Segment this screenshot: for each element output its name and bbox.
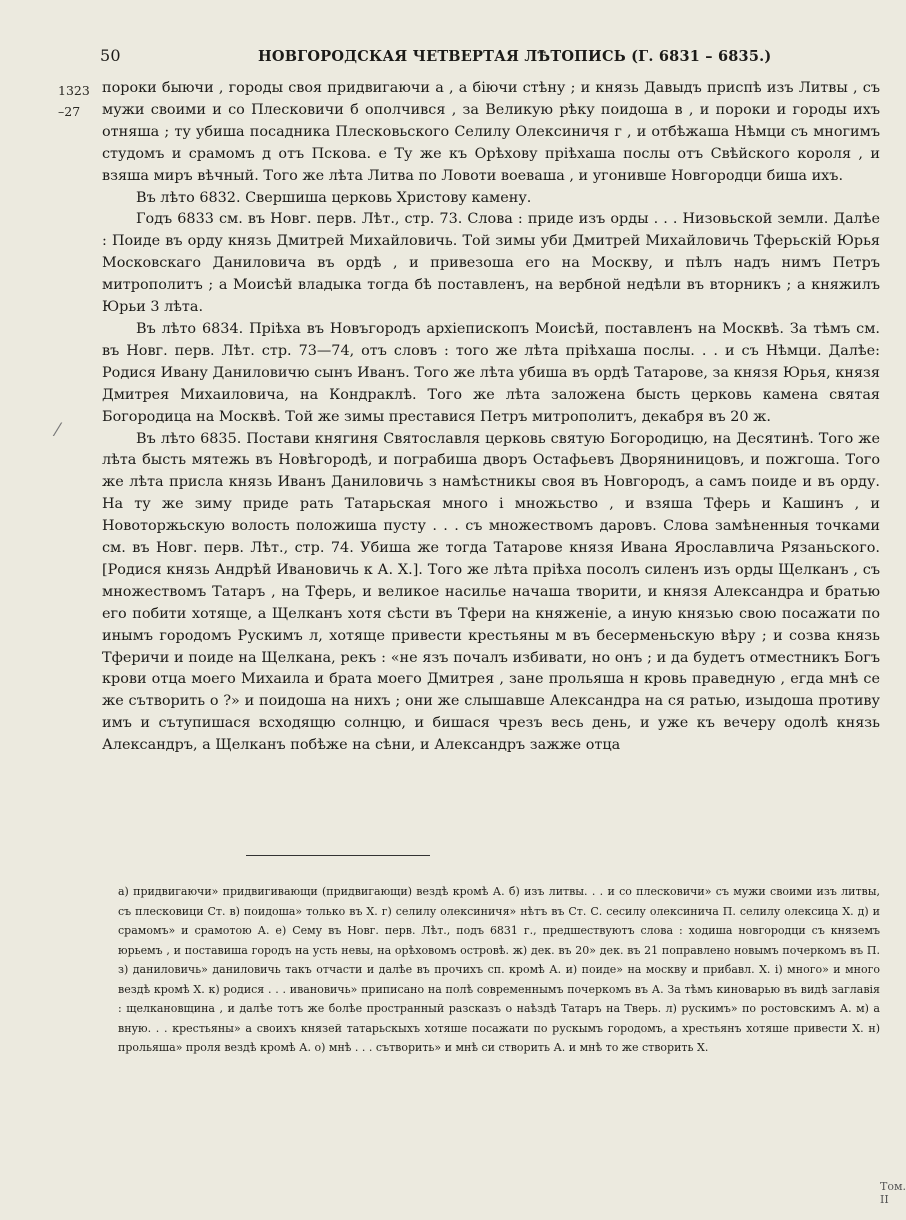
running-title: НОВГОРОДСКАЯ ЧЕТВЕРТАЯ ЛѢТОПИСЬ (Г. 6831 – 6835.) xyxy=(258,48,772,65)
footnotes xyxy=(118,882,880,1058)
paragraph: Годъ 6833 см. въ Новг. перв. Лѣт., стр. 73. Слова : приде изъ орды . . . Низовьской земли. Далѣе : Поиде въ орду князь Дмитрей Михайловичь. Той зимы уби Дмитрей Михайловичь Тферьскій Юрья Московскаго Даниловича въ ордѣ , и привезоша его на Москву, и пѣлъ надъ нимъ Петръ митрополитъ ; а Моисѣй владыка тогда бѣ поставленъ, на вербной недѣли въ вторникъ ; а княжилъ Юрьи 3 лѣта. xyxy=(102,211,880,316)
margin-pencil-mark: ⁄ xyxy=(56,420,60,441)
margin-year-top: 1323 xyxy=(58,83,90,98)
footnote-block: а) придвигаючи» придвигивающи (придвигающи) вездѣ кромѣ А. б) изъ литвы. . . и со плесковичи» съ мужи своими изъ литвы, съ плесковици Ст. в) поидоша» только въ Х. г) селилу олексиничя» нѣтъ въ Ст. С. сесилу олексинича П. селилу олексица Х. д) и срамомъ» и срамотою А. е) Сему въ Новг. перв. Лѣт., подъ 6831 г., предшествуютъ слова : ходиша новгородци съ княземъ юрьемъ , и поставиша городъ на усть невы, на орѣховомъ островѣ. ж) дек. въ 20» дек. въ 21 поправлено новымъ почеркомъ въ П. з) даниловичь» даниловичь такъ отчасти и далѣе въ прочихъ сп. кромѣ А. и) поиде» на москву и прибавл. Х. і) много» и много вездѣ кромѣ Х. к) родися . . . ивановичь» приписано на полѣ современнымъ почеркомъ въ А. За тѣмъ киноварью въ видѣ заглавія : щелкановщина , и далѣе тотъ же болѣе пространный разсказъ о наѣздѣ Татаръ на Тверь. л) рускимъ» по ростовскимъ А. м) а вную. . . крестьяны» а своихъ князей татарьскыхъ хотяше посажати по рускымъ городомъ, а хрестьянъ хотяше привести Х. н) прольяша» проля вездѣ кромѣ А. о) мнѣ . . . сътворить» и мнѣ си створить А. и мнѣ то же створить Х. xyxy=(118,885,880,1054)
paragraph: пороки быючи , городы своя придвигаючи а , а біючи стѣну ; и князь Давыдъ приспѣ изъ Литвы , съ мужи своими и со Плесковичи б ополчився , за Великую рѣку поидоша в , и пороки и городы ихъ отняша ; ту убиша посадника Плесковьского Селилу Олексиничя г , и отбѣжаша Нѣмци съ многимъ студомъ и срамомъ д отъ Пскова. е Ту же къ Орѣхову пріѣхаша послы отъ Свѣйского короля , и взяша миръ вѣчный. Того же лѣта Литва по Ловоти воеваша , и угонивше Новгородци биша ихъ. xyxy=(102,80,880,184)
page-header xyxy=(100,46,880,72)
paragraph: Въ лѣто 6835. Постави княгиня Святославля церковь святую Богородицю, на Десятинѣ. Того же лѣта бысть мятежь въ Новѣгородѣ, и пограбиша дворъ Остафьевъ Дворяниницовъ, и пожгоша. Того же лѣта присла князь Иванъ Даниловичь з намѣстникы своя въ Новгородъ, а самъ поиде и въ орду. На ту же зиму приде рать Татарьская много і множьство , и взяша Тферь и Кашинъ , и Новоторжьскую волость положиша пусту . . . съ множествомъ даровъ. Слова замѣненныя точками см. въ Новг. перв. Лѣт., стр. 74. Убиша же тогда Татарове князя Ивана Ярославлича Рязаньского. [Родися князь Андрѣй Ивановичь к А. Х.]. Того же лѣта пріѣха посолъ силенъ изъ орды Щелканъ , съ множествомъ Татаръ , на Тферь, и великое насилье начаша творити, и князя Александра и братью его побити хотяще, а Щелканъ хотя сѣсти въ Тфери на княженіе, а иную князью свою посажати по инымъ городомъ Рускимъ л, хотяще привести крестьяны м въ бесерменьскую вѣру ; и созва князь Тферичи и поиде на Щелкана, рекъ : «не язъ почалъ избивати, но онъ ; и да будетъ отместникъ Богъ крови отца моего Михаила и брата моего Дмитрея , зане прольяша н кровь праведную , егда мнѣ се же сътворить о ?» и поидоша на нихъ ; они же слышавше Александра на ся ратью, изыдоша противу имъ и сътупишася всходящю солнцю, и бишася чрезъ весь день, и уже къ вечеру одолѣ князь Александръ, а Щелканъ побѣже на сѣни, и Александръ зажже отца xyxy=(102,430,880,754)
side-mark: Том. II xyxy=(880,1180,906,1206)
paragraph: Въ лѣто 6834. Пріѣха въ Новъгородъ архіепископъ Моисѣй, поставленъ на Москвѣ. За тѣмъ см. въ Новг. перв. Лѣт. стр. 73—74, отъ словъ : того же лѣта пріѣхаша послы. . . и съ Нѣмци. Далѣе: Родися Ивану Даниловичю сынъ Иванъ. Того же лѣта убиша въ ордѣ Татарове, за князя Юрья, князя Дмитрея Михаиловича, на Кондраклѣ. Того же лѣта заложена бысть церковь камена святая Богородица на Москвѣ. Той же зимы преставися Петръ митрополитъ, декабря въ 20 ж. xyxy=(102,320,880,425)
chronicle-text xyxy=(102,78,880,757)
margin-year-bottom: –27 xyxy=(58,104,81,119)
page-number: 50 xyxy=(100,46,121,65)
paragraph: Въ лѣто 6832. Свершиша церковь Христову камену. xyxy=(136,189,532,206)
footnote-divider xyxy=(246,855,430,856)
margin-year-note xyxy=(58,80,102,122)
